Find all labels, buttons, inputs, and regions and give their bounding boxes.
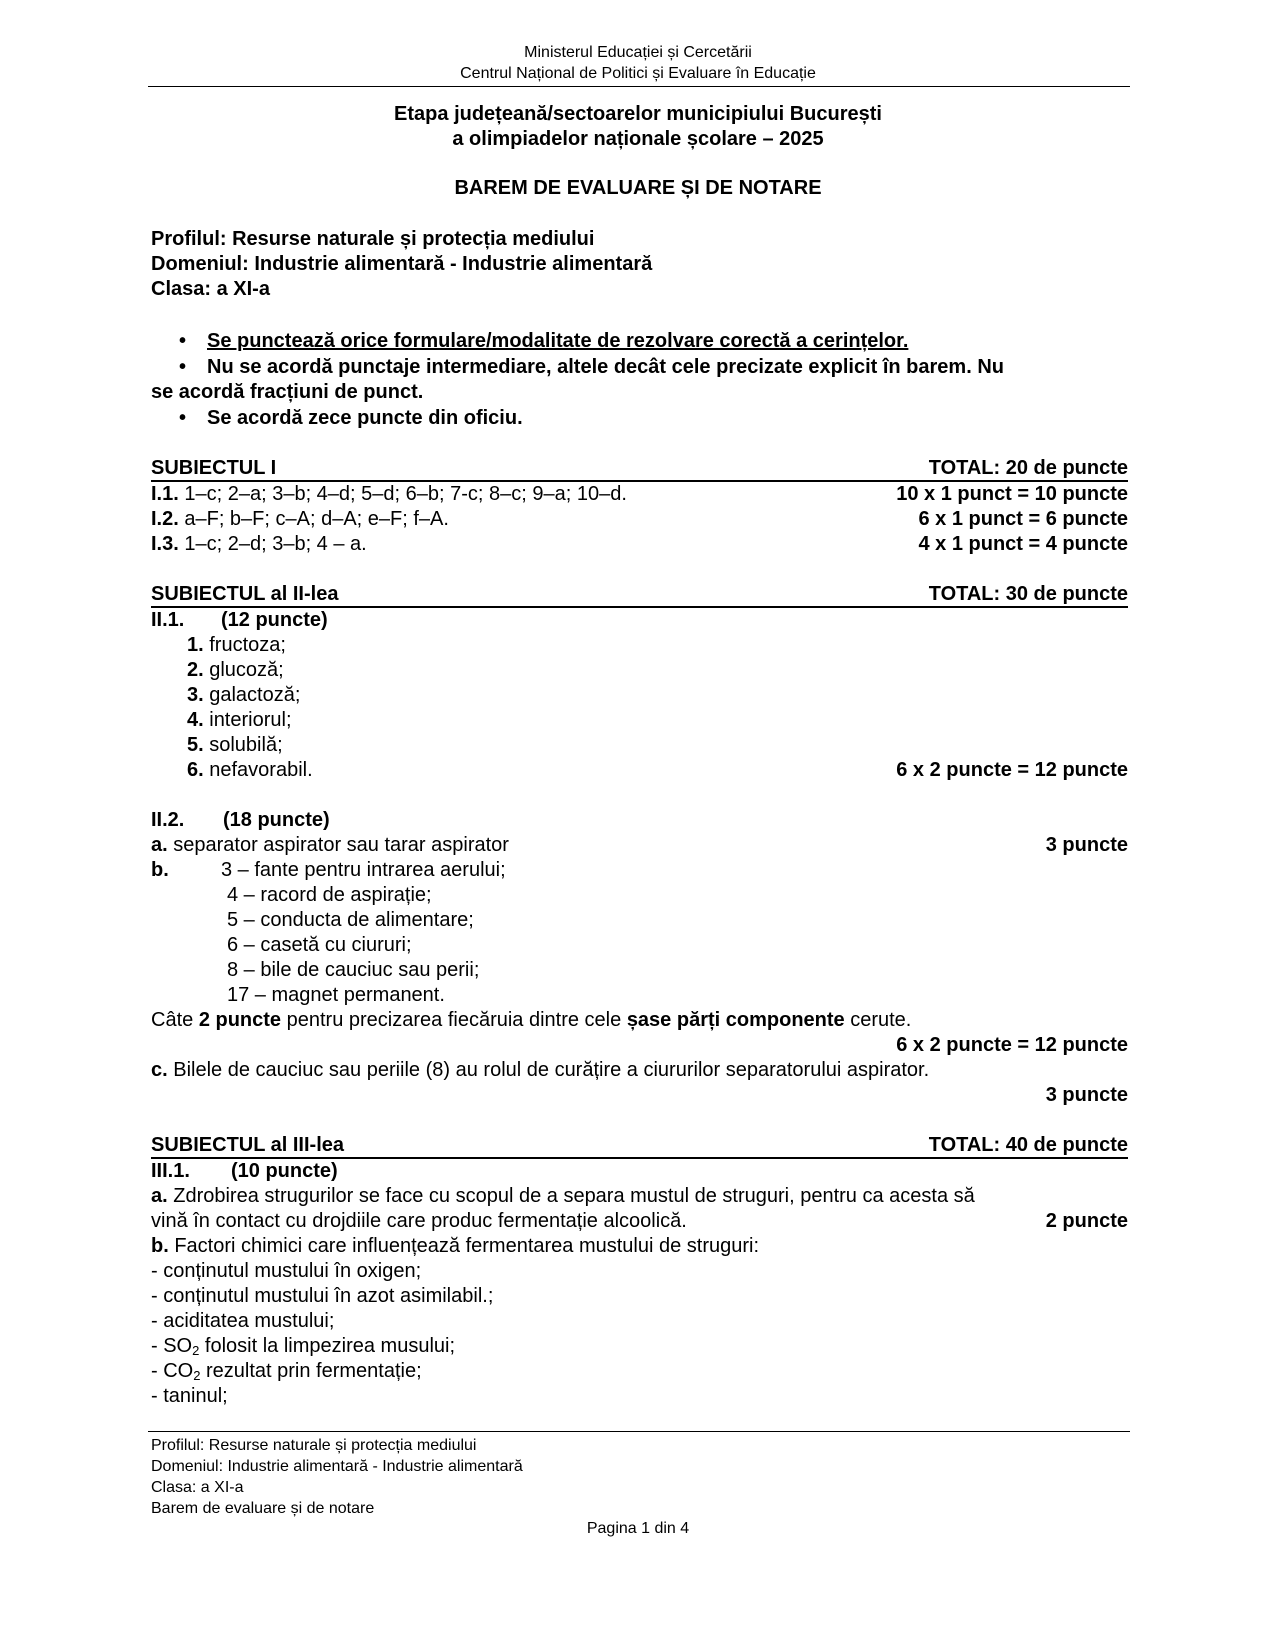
score: 6 x 1 punct = 6 puncte [918, 508, 1128, 530]
footer-divider [148, 1431, 1130, 1432]
score: 4 x 1 punct = 4 puncte [918, 533, 1128, 555]
item-I-2: I.2. a–F; b–F; c–A; d–A; e–F; f–A. 6 x 1 punct = 6 puncte [151, 508, 1128, 530]
section-1-total: TOTAL: 20 de puncte [928, 457, 1128, 479]
section-2-title: SUBIECTUL al II-lea [151, 583, 339, 605]
list-item: - conținutul mustului în azot asimilabil.; [151, 1285, 494, 1307]
list-item: 3. galactoză; [187, 684, 301, 706]
bullet-icon: • [179, 407, 187, 429]
item-I-1: I.1. 1–c; 2–a; 3–b; 4–d; 5–d; 6–b; 7-c; 8–c; 9–a; 10–d. 10 x 1 punct = 10 puncte [151, 483, 1128, 505]
center-name: Centrul Național de Politici și Evaluare în Educație [460, 65, 816, 82]
list-item: - conținutul mustului în oxigen; [151, 1260, 422, 1282]
footer-class: Clasa: a XI-a [151, 1479, 244, 1496]
question-III-1: III.1. (10 puncte) [151, 1160, 338, 1182]
item-III-1-a: a. Zdrobirea strugurilor se face cu scopul de a separa mustul de struguri, pentru ca acesta să [151, 1185, 975, 1207]
footer-barem: Barem de evaluare și de notare [151, 1500, 375, 1517]
list-item: 4. interiorul; [187, 709, 292, 731]
list-item: 17 – magnet permanent. [227, 984, 445, 1006]
list-item: 6 – casetă cu ciururi; [227, 934, 412, 956]
list-item: 2. glucoză; [187, 659, 284, 681]
title-line-2: a olimpiadelor naționale școlare – 2025 [452, 128, 824, 150]
class-info: Clasa: a XI-a [151, 278, 270, 300]
section-2-header [151, 581, 1128, 608]
section-3-total: TOTAL: 40 de puncte [928, 1134, 1128, 1156]
document-page: Ministerul Educației și Cercetării Centrul Național de Politici și Evaluare în Educație Etapa județeană/sectoarelor municipiului București a olimpiadelor naționale școlare – 2025 BAREM DE EVALUARE ȘI DE NOTARE Profilul: Resurse naturale și protecția mediului Domeniul: Industrie alimentară - Industrie alimentară Clasa: a XI-a • Se punctează orice formulare/modalitate de rezolvare corectă a cerințelor. • Nu se acordă punctaje intermediare, altele decât cele precizate explicit în barem. Nu se acordă fracțiuni de punct. • Se acordă zece puncte din oficiu. SUBIECTUL I TOTAL: 20 de puncte I.1. 1–c; 2–a; 3–b; 4–d; 5–d; 6–b; 7-c; 8–c; 9–a; 10–d. 10 x 1 punct = 10 puncte I.2. a–F; b–F; c–A; d–A; e–F; f–A. 6 x 1 punct = 6 puncte I.3. 1–c; 2–d; 3–b; 4 – a. 4 x 1 punct = 4 puncte SUBIECTUL al II-lea TOTAL: 30 de puncte II.1. (12 puncte) 1. fructoza; 2. glucoză; 3. galactoză; 4. interiorul; 5. solubilă; 6. nefavorabil. 6 x 2 puncte = 12 puncte II.2. (18 puncte) a. separator aspirator sau tarar aspirator 3 puncte b. 3 – fante pentru intrarea aerului; 4 – racord de aspirație; 5 – conducta de alimentare; 6 – casetă cu ciururi; 8 – bile de cauciuc sau perii; 17 – magnet permanent. Câte 2 puncte pentru precizarea fiecăruia dintre cele șase părți componente cerute. 6 x 2 puncte = 12 puncte c. Bilele de cauciuc sau periile (8) au rolul de curățire a ciururilor separatorului aspirator. 3 puncte SUBIECTUL al III-lea TOTAL: 40 de puncte III.1. (10 puncte) a. Zdrobirea strugurilor se face cu scopul de a separa mustul de struguri, pentru ca acesta să vină în contact cu drojdiile care produc fermentație alcoolică. 2 puncte b. Factori chimici care influențează fermentarea mustului de struguri: - conținutul mustului în oxigen; - conținutul mustului în azot asimilabil.; - aciditatea mustului; - $SO_2$ folosit la limpezirea musului; - $CO_2$ rezultat prin fermentație; - taninul; Profilul: Resurse naturale și protecția mediului Domeniul: Industrie alimentară - Industrie alimentară Clasa: a XI-a Barem de evaluare și de notare Pagina 1 din 4 [0, 0, 1275, 1650]
bullet-icon: • [179, 330, 187, 352]
score: 6 x 2 puncte = 12 puncte [896, 1034, 1128, 1056]
list-item: - $CO_2$ rezultat prin fermentație; [151, 1360, 422, 1383]
score: 10 x 1 punct = 10 puncte [896, 483, 1128, 505]
list-item: 1. fructoza; [187, 634, 286, 656]
list-item: 4 – racord de aspirație; [227, 884, 432, 906]
item-II-2-a: a. separator aspirator sau tarar aspirator 3 puncte [151, 834, 1128, 856]
page-number: Pagina 1 din 4 [586, 1520, 690, 1537]
rule-2-continued: se acordă fracțiuni de punct. [151, 381, 424, 403]
score: 3 puncte [1045, 1084, 1128, 1106]
question-II-2: II.2. (18 puncte) [151, 809, 330, 831]
score: 6 x 2 puncte = 12 puncte [896, 759, 1128, 781]
item-I-3: I.3. 1–c; 2–d; 3–b; 4 – a. 4 x 1 punct = 4 puncte [151, 533, 1128, 555]
list-item: - aciditatea mustului; [151, 1310, 335, 1332]
score: 2 puncte [1045, 1210, 1128, 1232]
section-3-header [151, 1132, 1128, 1159]
title-line-1: Etapa județeană/sectoarelor municipiului București [394, 103, 882, 125]
score: 3 puncte [1045, 834, 1128, 856]
barem-title: BAREM DE EVALUARE ȘI DE NOTARE [454, 177, 822, 199]
list-item: - $SO_2$ folosit la limpezirea musului; [151, 1335, 456, 1358]
scoring-note: Câte 2 puncte pentru precizarea fiecăruia dintre cele șase părți componente cerute. [151, 1009, 912, 1031]
item-II-2-c: c. Bilele de cauciuc sau periile (8) au rolul de curățire a ciururilor separatorului aspirator. [151, 1059, 930, 1081]
list-item: 5 – conducta de alimentare; [227, 909, 474, 931]
question-II-1: II.1. (12 puncte) [151, 609, 328, 631]
list-item: - taninul; [151, 1385, 228, 1407]
profile-info: Profilul: Resurse naturale și protecția mediului [151, 228, 595, 250]
section-2-total: TOTAL: 30 de puncte [928, 583, 1128, 605]
header-divider [148, 86, 1130, 87]
domain-info: Domeniul: Industrie alimentară - Industrie alimentară [151, 253, 653, 275]
footer-profile: Profilul: Resurse naturale și protecția mediului [151, 1437, 477, 1454]
section-1-title: SUBIECTUL I [151, 457, 277, 479]
section-1-header [151, 455, 1128, 482]
bullet-icon: • [179, 356, 187, 378]
footer-domain: Domeniul: Industrie alimentară - Industrie alimentară [151, 1458, 523, 1475]
list-item: 5. solubilă; [187, 734, 283, 756]
section-3-title: SUBIECTUL al III-lea [151, 1134, 345, 1156]
item-II-2-b: b. 3 – fante pentru intrarea aerului; [151, 859, 506, 881]
ministry-name: Ministerul Educației și Cercetării [524, 44, 752, 61]
list-item: 8 – bile de cauciuc sau perii; [227, 959, 480, 981]
item-III-1-a-continued: vină în contact cu drojdiile care produc fermentație alcoolică. 2 puncte [151, 1210, 1128, 1232]
item-III-1-b: b. Factori chimici care influențează fermentarea mustului de struguri: [151, 1235, 760, 1257]
